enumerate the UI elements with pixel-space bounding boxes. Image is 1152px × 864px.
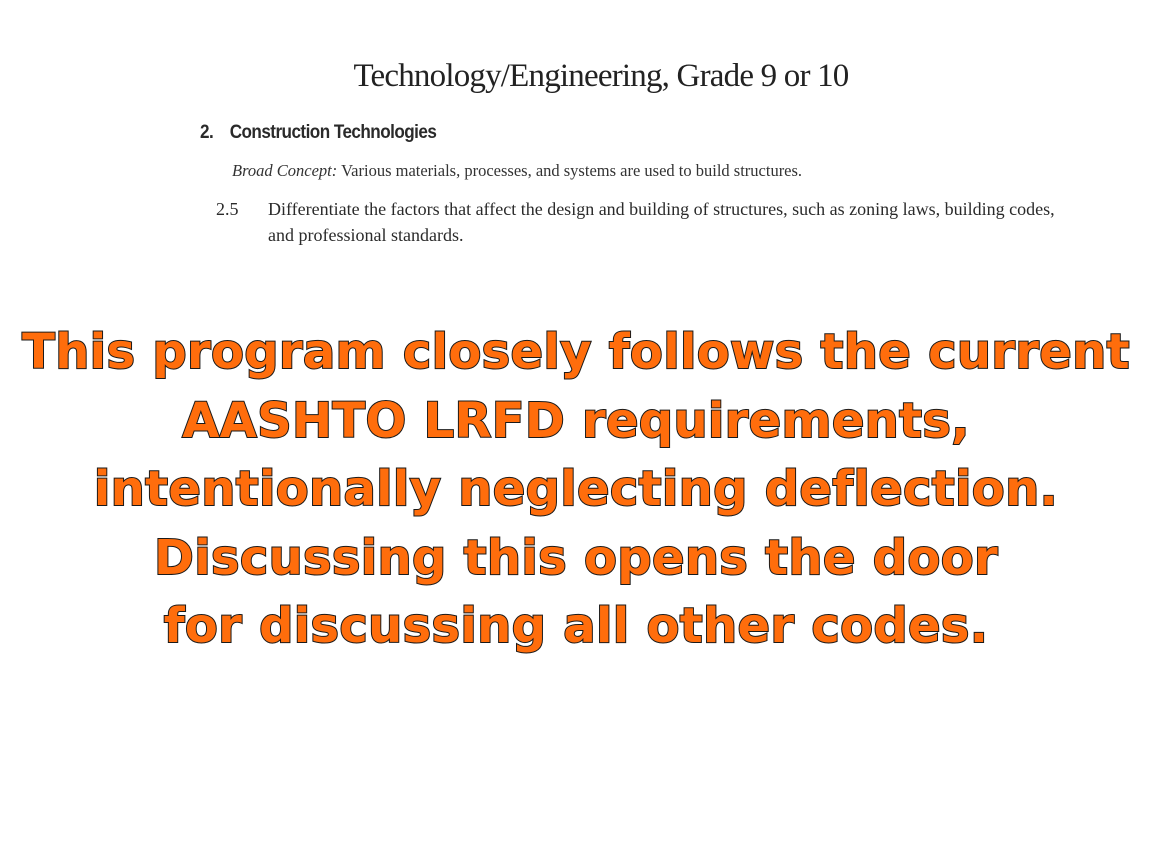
broad-concept-label: Broad Concept: bbox=[232, 161, 338, 180]
section-number: 2. bbox=[200, 122, 214, 143]
callout-line: This program closely follows the current bbox=[22, 324, 1130, 380]
broad-concept bbox=[232, 160, 802, 182]
standard-text: Differentiate the factors that affect the design and building of structures, such as zoning laws, building codes, and professional standards. bbox=[268, 199, 1055, 245]
section-heading bbox=[200, 120, 436, 146]
broad-concept-text: Various materials, processes, and systems are used to build structures. bbox=[337, 161, 803, 180]
callout-line: for discussing all other codes. bbox=[163, 598, 989, 654]
callout-line: Discussing this opens the door bbox=[154, 529, 998, 586]
standard-number: 2.5 bbox=[216, 199, 239, 219]
section-title: Construction Technologies bbox=[229, 122, 437, 143]
excerpt-title: Technology/Engineering, Grade 9 or 10 bbox=[353, 58, 849, 94]
callout-text-block bbox=[0, 318, 1152, 661]
callout-line: intentionally neglecting deflection. bbox=[93, 461, 1059, 517]
callout-line: AASHTO LRFD requirements, bbox=[182, 392, 970, 449]
